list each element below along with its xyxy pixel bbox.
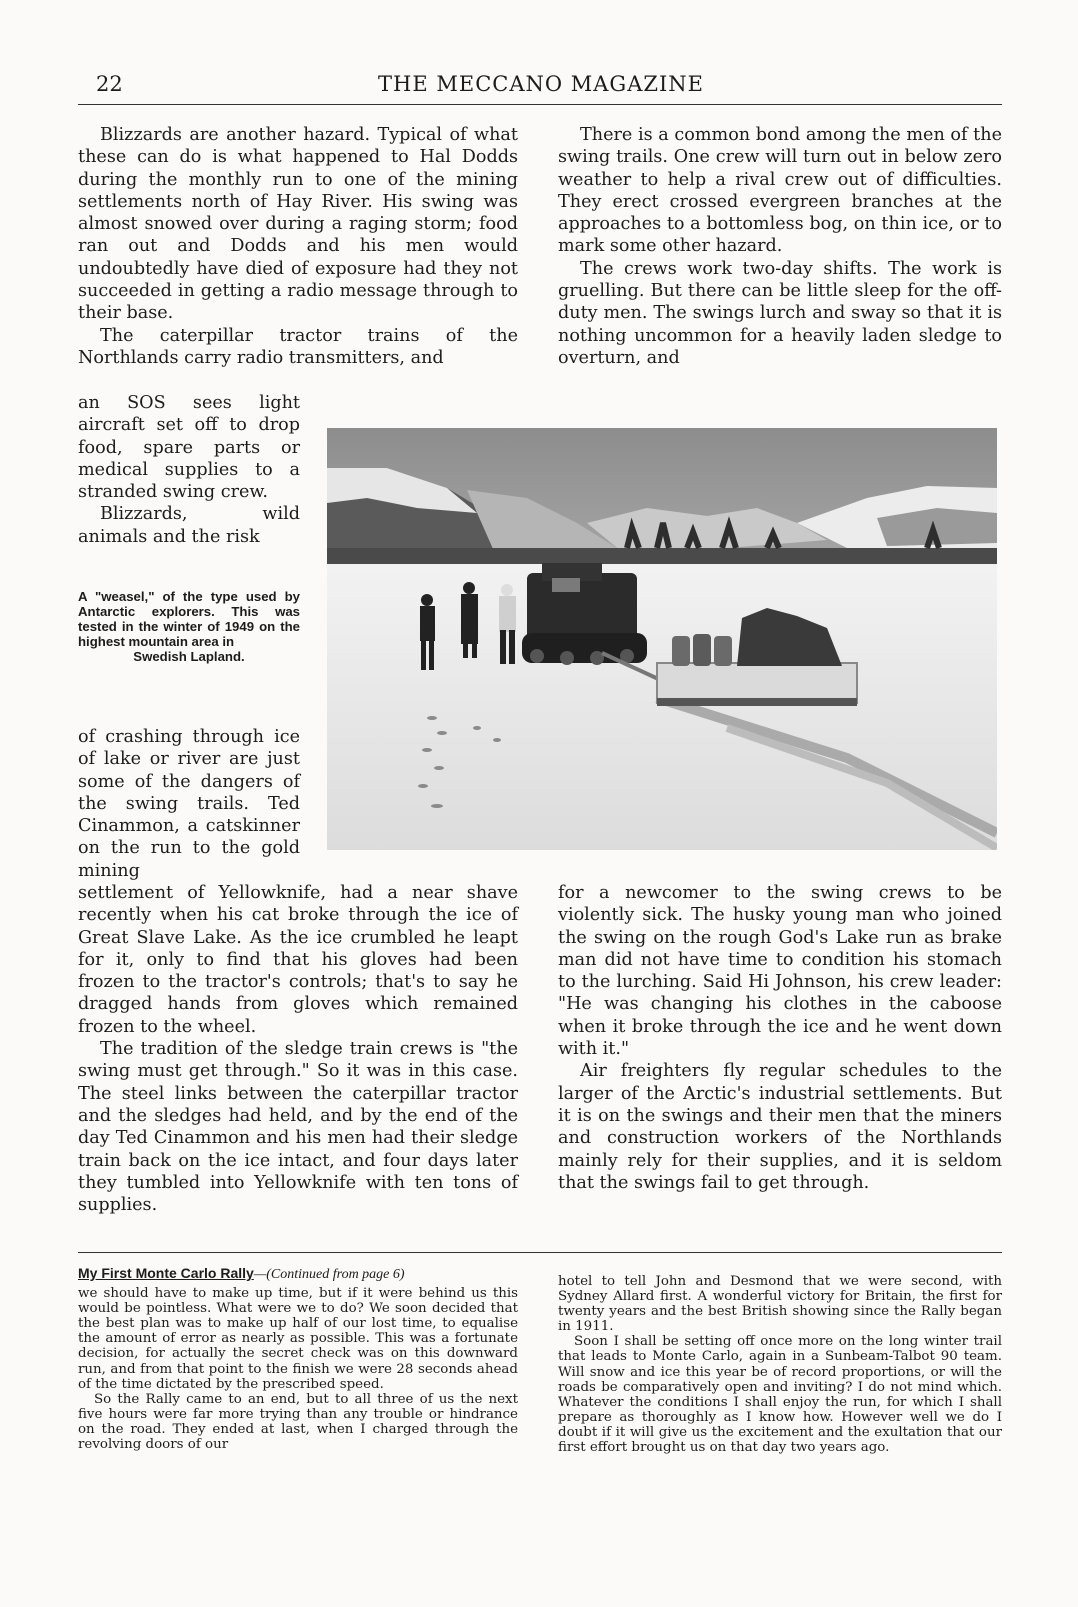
photo-caption: [78, 589, 300, 664]
paragraph: Blizzards, wild animals and the risk: [78, 504, 300, 547]
caption-text: A "weasel," of the type used by Antarctic explorers. This was tested in the winter of 1949 on the highest mountain area in: [78, 589, 300, 649]
continued-heading: [78, 1266, 518, 1282]
paragraph: Air freighters fly regular schedules to the larger of the Arctic's industrial settlements. But it is on the swings and their men that the miners and construction workers of the Northlands mainly rely for their supplies, and it is seldom that the swings fail to get through.: [558, 1061, 1002, 1193]
continued-right-column: [558, 1274, 1002, 1455]
paragraph: The caterpillar tractor trains of the Northlands carry radio transmitters, and: [78, 325, 518, 368]
right-column-top: [558, 124, 1002, 369]
page-header: [80, 70, 1002, 106]
section-rule: [78, 1252, 1002, 1253]
paragraph: hotel to tell John and Desmond that we were second, with Sydney Allard first. A wonderful victory for Britain, the first for twenty years and the best British showing since the Rally began in 1911.: [558, 1274, 1002, 1335]
continued-note: —(Continued from page 6): [253, 1267, 405, 1282]
paragraph: we should have to make up time, but if it were behind us this would be pointless. What were we to do? We soon decided that the best plan was to make up half of our lost time, to equalise the amount of error as nearly as possible. This was a fortunate decision, for actually the secret check was on this downward run, and from that point to the finish we were 28 seconds ahead of the time dictated by the prescribed speed.: [78, 1286, 518, 1392]
left-column-narrow-2: [78, 726, 300, 882]
paragraph: an SOS sees light aircraft set off to drop food, spare parts or medical supplies to a stranded swing crew.: [78, 393, 300, 503]
left-column-bottom: [78, 882, 518, 1216]
weasel-photo: [327, 428, 997, 850]
left-column-narrow-1: [78, 392, 300, 548]
paragraph: The crews work two-day shifts. The work is gruelling. But there can be little sleep for the off-duty men. The swings lurch and sway so that it is nothing uncommon for a heavily laden sledge to overturn, and: [558, 258, 1002, 368]
continued-left-column: [78, 1266, 518, 1452]
paragraph: settlement of Yellowknife, had a near shave recently when his cat broke through the ice of Great Slave Lake. As the ice crumbled he leapt for it, only to find that his gloves had been frozen to the tractor's controls; that's to say he dragged hands from gloves which remained frozen to the wheel.: [78, 883, 518, 1037]
magazine-title: THE MECCANO MAGAZINE: [378, 72, 704, 96]
page-number: 22: [96, 72, 123, 96]
header-rule: [78, 104, 1002, 105]
paragraph: So the Rally came to an end, but to all three of us the next five hours were far more trying than any trouble or hindrance on the road. They ended at last, when I charged through the revolving doors of our: [78, 1391, 518, 1453]
weasel-vehicle: [522, 563, 647, 665]
paragraph: The tradition of the sledge train crews is "the swing must get through." So it was in this case. The steel links between the caterpillar tractor and the sledges had held, and by the end of the day Ted Cinammon and his men had their sledge train back on the ice intact, and four days later they tumbled into Yellowknife with ten tons of supplies.: [78, 1039, 518, 1216]
paragraph: There is a common bond among the men of the swing trails. One crew will turn out in below zero weather to help a rival crew out of difficulties. They erect crossed evergreen branches at the approaches to a bottomless bog, on thin ice, or to mark some other hazard.: [558, 125, 1002, 257]
left-column-top: [78, 124, 518, 369]
right-column-bottom: [558, 882, 1002, 1194]
weasel-photo-illustration: [327, 428, 997, 850]
paragraph: of crashing through ice of lake or river are just some of the dangers of the swing trails. Ted Cinammon, a catskinner on the run to the gold mining: [78, 727, 300, 881]
continued-title: My First Monte Carlo Rally: [78, 1265, 254, 1281]
caption-last-line: Swedish Lapland.: [133, 649, 245, 664]
paragraph: for a newcomer to the swing crews to be violently sick. The husky young man who joined the swing on the rough God's Lake run as brake man did not have time to condition his stomach to the lurching. Said Hi Johnson, his crew leader: "He was changing his clothes in the caboose when it broke through the ice and he went down with it.": [558, 883, 1002, 1060]
paragraph: Soon I shall be setting off once more on the long winter trail that leads to Monte Carlo, again in a Sunbeam-Talbot 90 team. Will snow and ice this year be of record proportions, or will the roads be comparatively open and inviting? I do not mind which. Whatever the conditions I shall enjoy the run, for which I shall prepare as thoroughly as I know how. However well we do I doubt if it will give us the excitement and the exultation that our first effort brought us on that day two years ago.: [558, 1334, 1002, 1456]
paragraph: Blizzards are another hazard. Typical of what these can do is what happened to Hal Dodds during the monthly run to one of the mining settlements north of Hay River. His swing was almost snowed over during a raging storm; food ran out and Dodds and his men would undoubtedly have died of exposure had they not succeeded in getting a radio message through to their base.: [78, 125, 518, 324]
